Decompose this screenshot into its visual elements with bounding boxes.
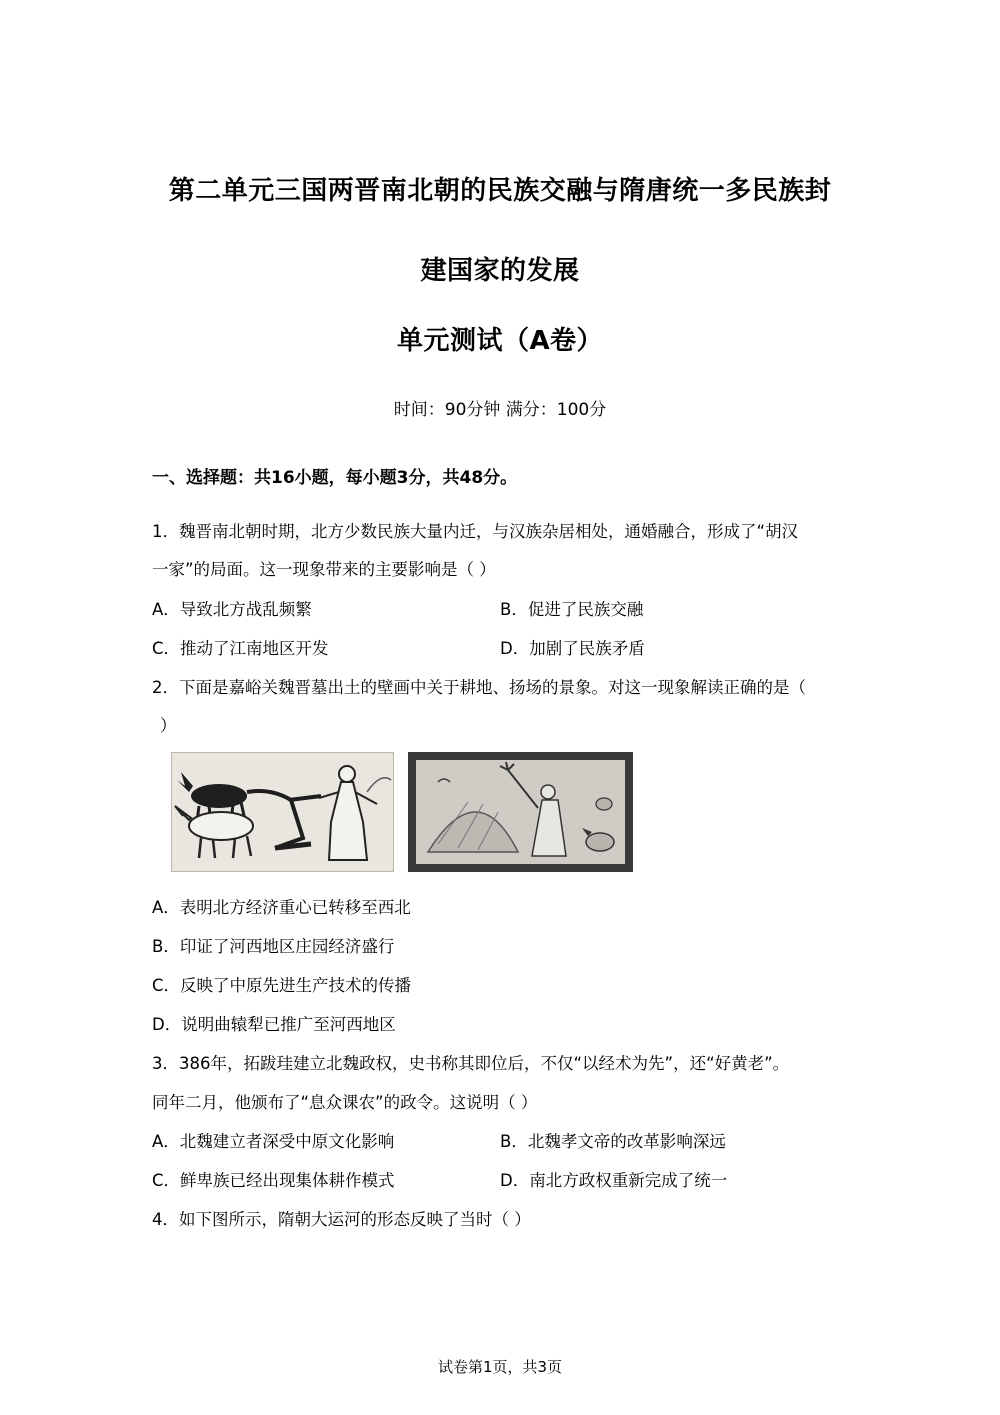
q3-option-c: C．鲜卑族已经出现集体耕作模式 [152,1171,395,1190]
q3-option-a: A．北魏建立者深受中原文化影响 [152,1132,395,1151]
q3-stem-line-2: 同年二月，他颁布了“息众课农”的政令。这说明（ ） [152,1093,538,1112]
q2-option-d: D．说明曲辕犁已推广至河西地区 [152,1015,396,1034]
q2-stem-line-1: 2．下面是嘉峪关魏晋墓出土的壁画中关于耕地、扬场的景象。对这一现象解读正确的是（ [152,678,806,697]
q1-stem-line-1: 1．魏晋南北朝时期，北方少数民族大量内迁，与汉族杂居相处，通婚融合，形成了“胡汉 [152,522,799,541]
q3-option-b: B．北魏孝文帝的改革影响深远 [500,1132,726,1151]
title-line-3: 单元测试（A卷） [396,326,604,356]
q1-stem-line-2: 一家”的局面。这一现象带来的主要影响是（ ） [152,560,496,579]
title-line-2: 建国家的发展 [420,256,580,286]
title-line-1: 第二单元三国两晋南北朝的民族交融与隋唐统一多民族封 [168,176,832,206]
page-footer: 试卷第1页，共3页 [437,1358,563,1376]
q2-option-c: C．反映了中原先进生产技术的传播 [152,976,412,995]
time-info: 时间：90分钟 满分：100分 [393,400,607,420]
q1-option-c: C．推动了江南地区开发 [152,639,329,658]
q2-stem-line-2: ） [160,716,177,735]
q3-option-d: D．南北方政权重新完成了统一 [500,1171,728,1190]
q1-option-d: D．加剧了民族矛盾 [500,639,645,658]
q3-stem-line-1: 3．386年，拓跋珪建立北魏政权，史书称其即位后，不仅“以经术为先”，还“好黄老”。 [152,1054,790,1073]
winnowing-mural-image [408,752,633,872]
q2-option-b: B．印证了河西地区庄园经济盛行 [152,937,395,956]
q4-stem-line-1: 4．如下图所示，隋朝大运河的形态反映了当时（ ） [152,1210,531,1229]
section-heading: 一、选择题：共16小题，每小题3分，共48分。 [152,468,518,488]
q1-option-a: A．导致北方战乱频繁 [152,600,312,619]
q2-option-a: A．表明北方经济重心已转移至西北 [152,898,411,917]
plowing-mural-image [171,752,394,872]
q1-option-b: B．促进了民族交融 [500,600,644,619]
